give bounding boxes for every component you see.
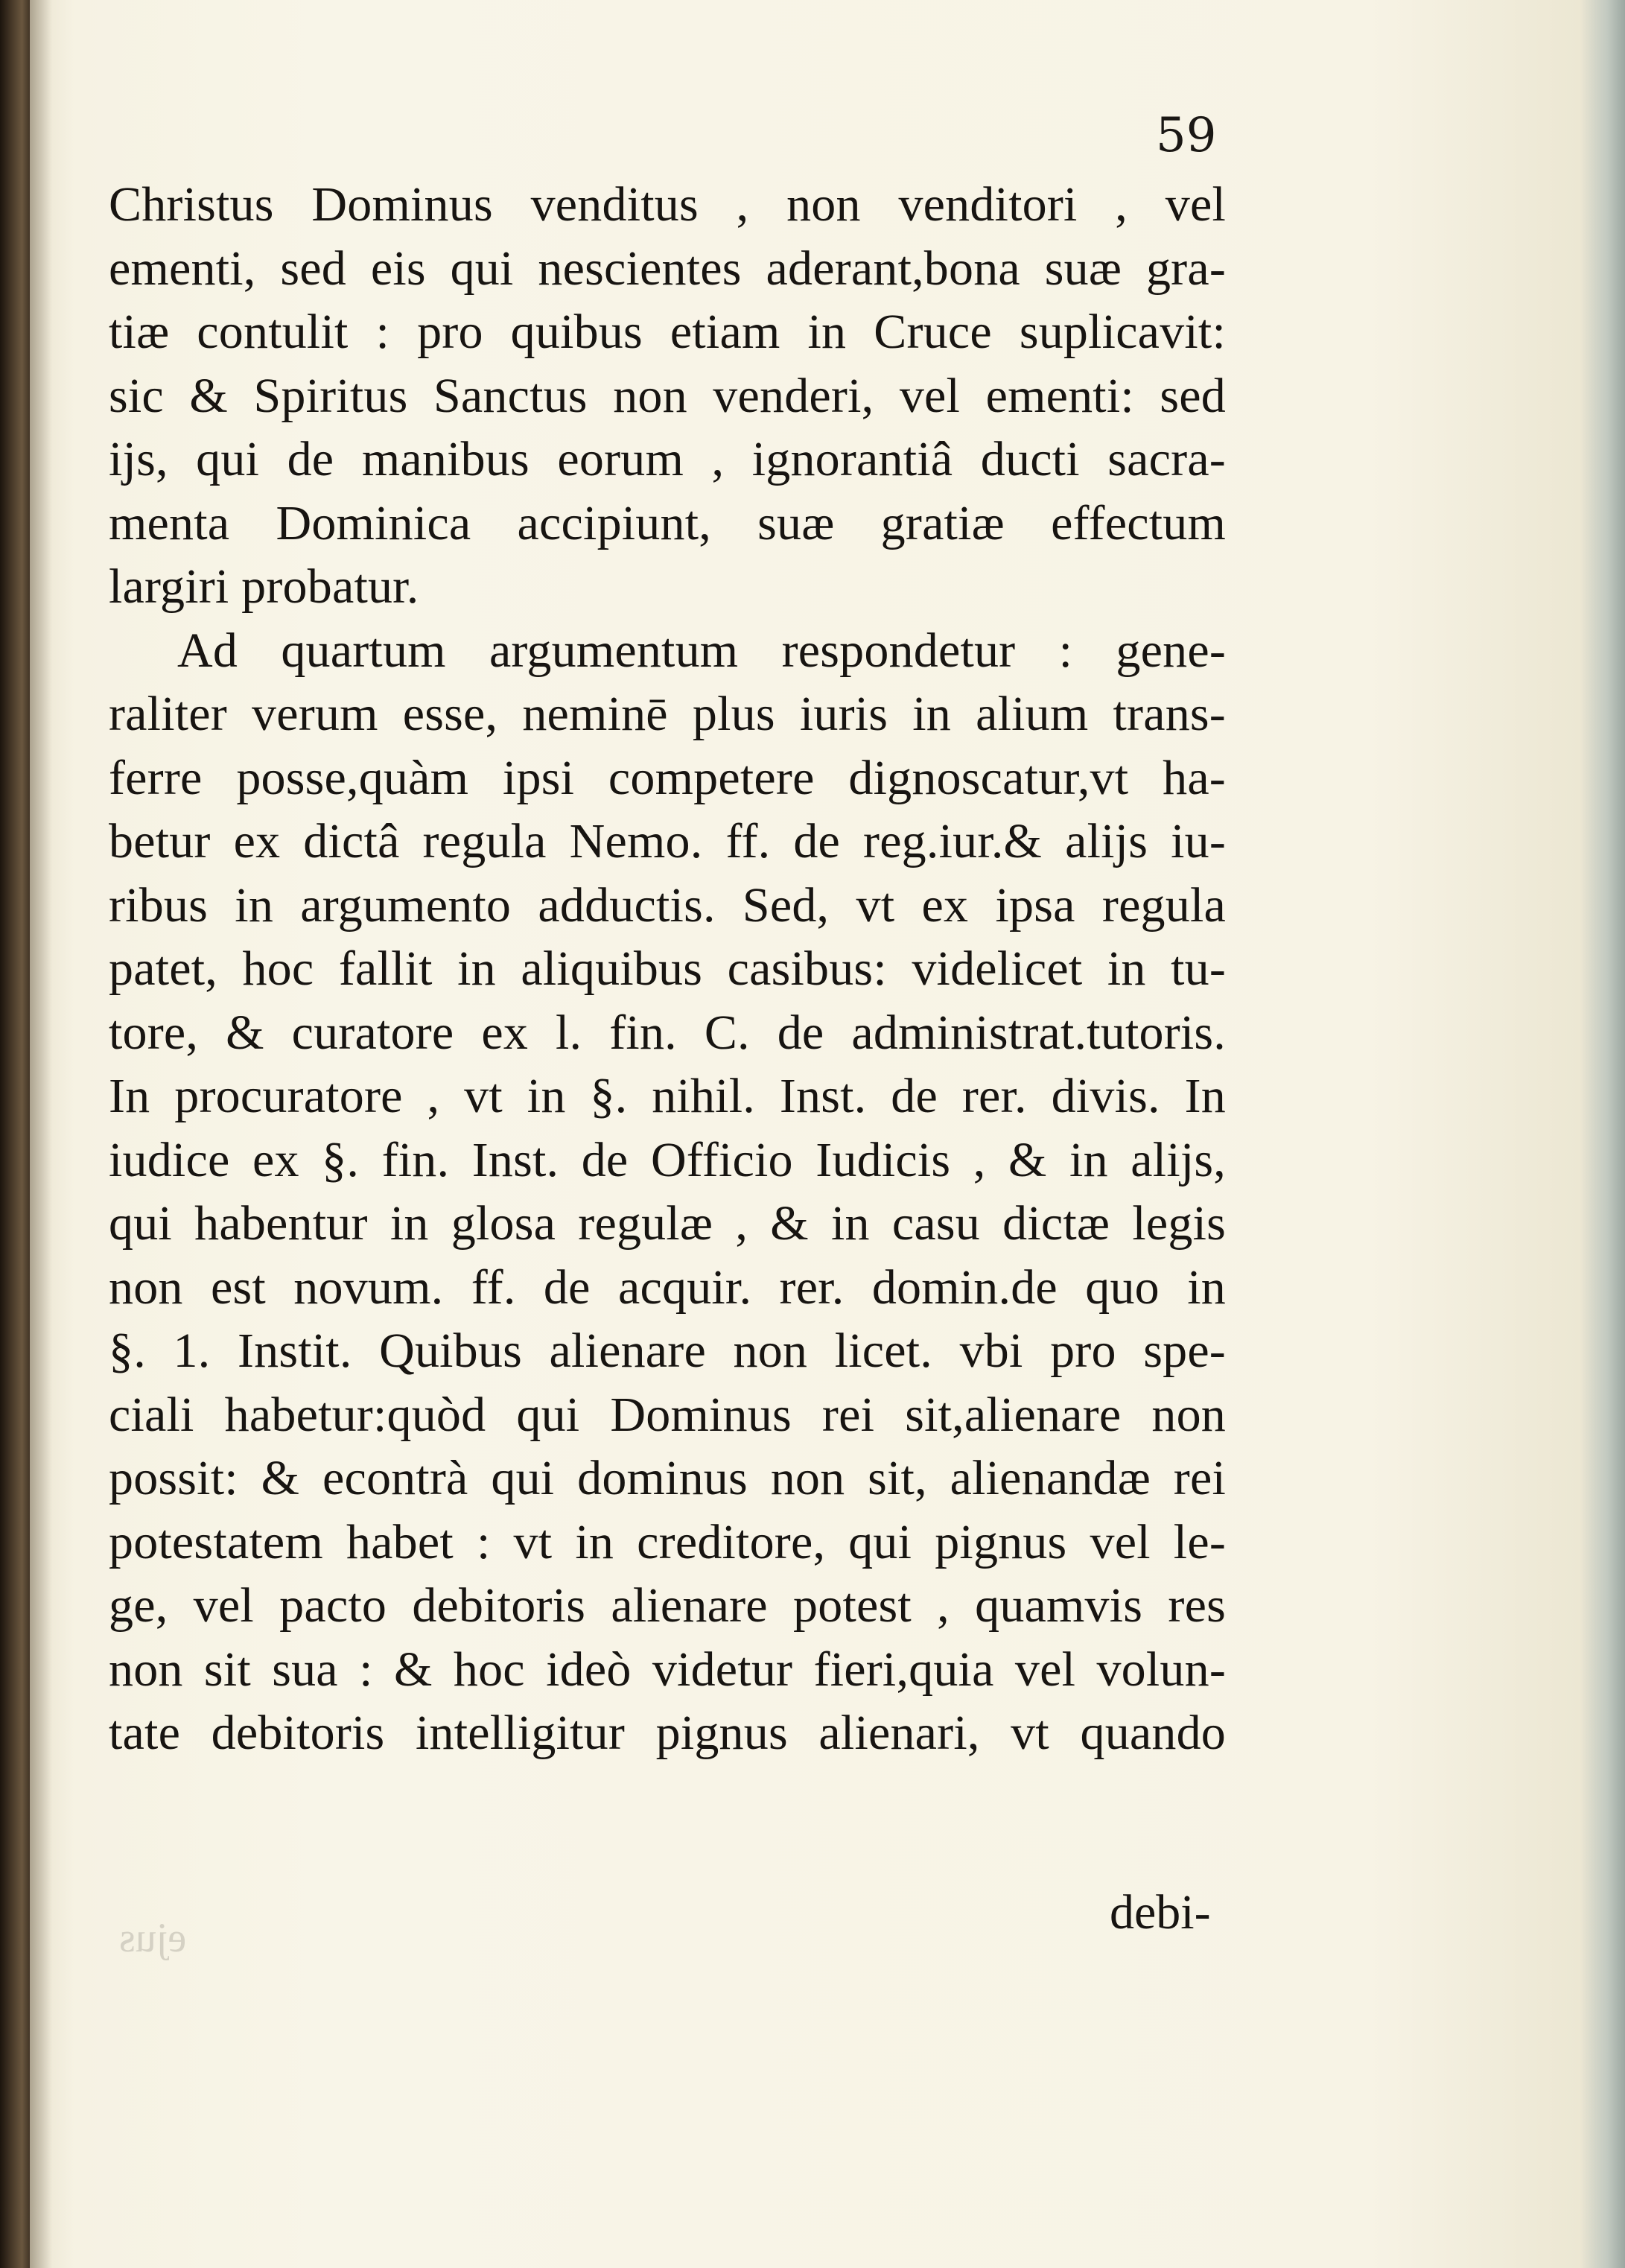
text-line: ribus in argumento adductis. Sed, vt ex ipsa regula — [109, 877, 1226, 933]
text-line: betur ex dictâ regula Nemo. ff. de reg.iur.& alijs iu- — [109, 814, 1226, 868]
text-line: In procuratore , vt in §. nihil. Inst. de rer. divis. In — [109, 1069, 1226, 1123]
text-line: qui habentur in glosa regulæ , & in casu dictæ legis — [109, 1196, 1226, 1251]
text-line: tiæ contulit : pro quibus etiam in Cruce suplicavit: — [109, 305, 1226, 359]
text-line: non est novum. ff. de acquir. rer. domin.de quo in — [109, 1260, 1226, 1315]
book-binding-edge — [0, 0, 31, 2268]
text-line: iudice ex §. fin. Inst. de Officio Iudicis , & in alijs, — [109, 1132, 1226, 1187]
text-line: ferre posse,quàm ipsi competere dignoscatur,vt ha- — [109, 750, 1226, 805]
text-line: ciali habetur:quòd qui Dominus rei sit,alienare non — [109, 1387, 1226, 1442]
text-line: Christus Dominus venditus , non venditori , vel — [109, 177, 1226, 232]
text-line: potestatem habet : vt in creditore, qui pignus vel le- — [109, 1514, 1226, 1569]
bleed-through-text: ejus — [119, 1915, 187, 1961]
page-fore-edge — [1580, 0, 1625, 2268]
text-line: possit: & econtrà qui dominus non sit, alienandæ rei — [109, 1451, 1226, 1505]
text-line: ementi, sed eis qui nescientes aderant,bona suæ gra- — [109, 241, 1226, 296]
gutter-shadow — [30, 0, 52, 2268]
text-line: non sit sua : & hoc ideò videtur fieri,quia vel volun- — [109, 1642, 1226, 1697]
catchword: debi- — [1110, 1885, 1211, 1940]
text-line: ge, vel pacto debitoris alienare potest , quamvis res — [109, 1578, 1226, 1633]
body-text — [109, 173, 1226, 1765]
text-line: patet, hoc fallit in aliquibus casibus: videlicet in tu- — [109, 941, 1226, 996]
text-line: ijs, qui de manibus eorum , ignorantiâ ducti sacra- — [109, 432, 1226, 486]
text-line: tate debitoris intelligitur pignus alienari, vt quando — [109, 1706, 1226, 1760]
text-line: tore, & curatore ex l. fin. C. de administrat.tutoris. — [109, 1005, 1226, 1060]
paragraph-start-line: Ad quartum argumentum respondetur : gene- — [177, 623, 1226, 678]
text-line: §. 1. Instit. Quibus alienare non licet. vbi pro spe- — [109, 1324, 1226, 1378]
page-number: 59 — [1156, 108, 1217, 163]
text-line: raliter verum esse, neminē plus iuris in alium trans- — [109, 687, 1226, 741]
text-line: sic & Spiritus Sanctus non venderi, vel ementi: sed — [109, 368, 1226, 423]
text-line: menta Dominica accipiunt, suæ gratiæ effectum — [109, 495, 1226, 550]
text-line: largiri probatur. — [109, 559, 419, 614]
